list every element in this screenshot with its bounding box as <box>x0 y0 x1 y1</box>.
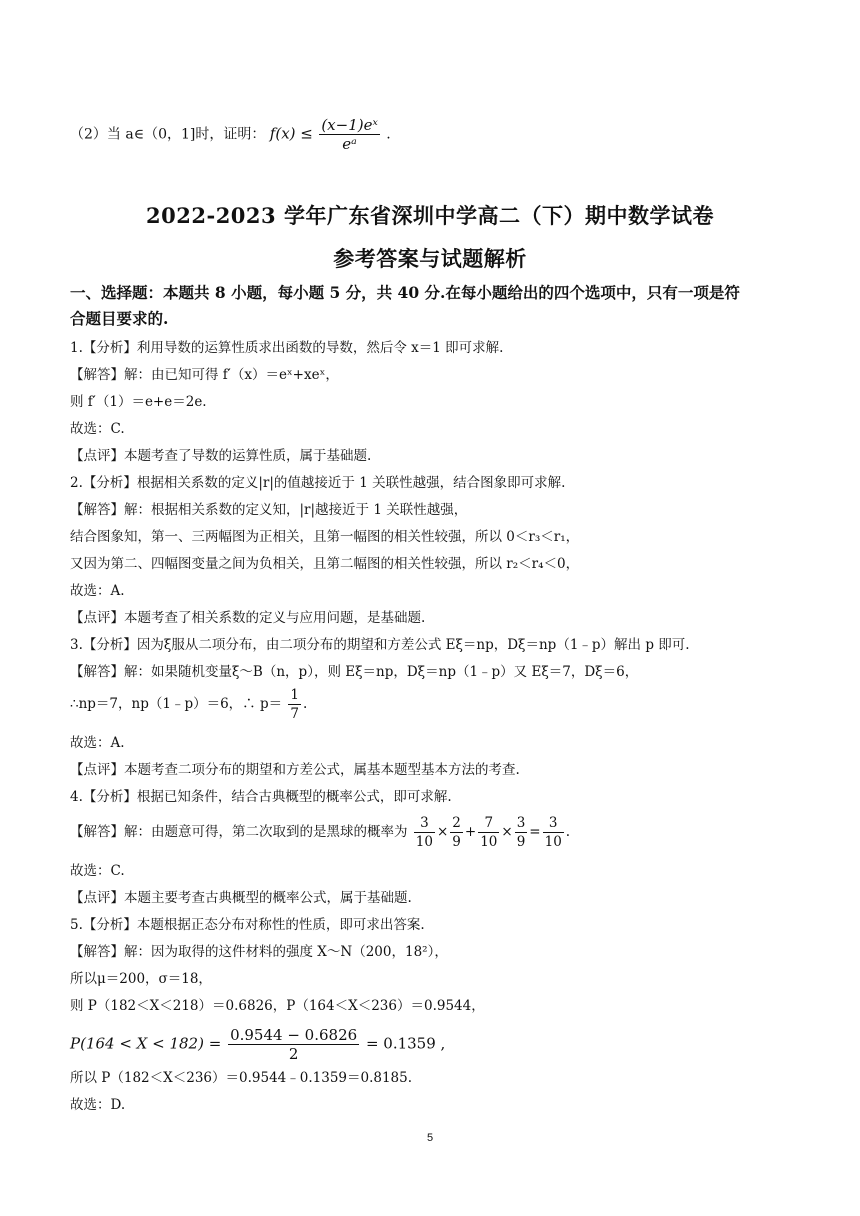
q4-frac-1-den: 10 <box>415 834 433 850</box>
q2-answer: 【解答】解：根据相关系数的定义知，|r|越接近于 1 关联性越强， <box>70 502 468 518</box>
q4-frac-1 <box>414 814 435 851</box>
q4-frac-4-den: 9 <box>516 834 526 850</box>
part2-denominator: eᵃ <box>342 135 357 153</box>
q4-frac-1-num: 3 <box>414 814 435 833</box>
q4-choice: 故选：C. <box>70 863 125 879</box>
part2-lhs: f(x) ≤ <box>269 124 313 143</box>
q4-frac-5-num: 3 <box>543 814 564 833</box>
q5-eq-rhs: = 0.1359 , <box>365 1034 446 1053</box>
q1-choice: 故选：C. <box>70 421 125 437</box>
q4-frac-2 <box>450 814 463 851</box>
q4-frac-4 <box>515 814 528 851</box>
q4-frac-3-num: 7 <box>478 814 499 833</box>
q5-eq-lhs: P(164 < X < 182) = <box>70 1034 222 1053</box>
part2-prefix: （2）当 a∈（0，1]时，证明： <box>70 126 266 143</box>
q1-analysis: 1.【分析】利用导数的运算性质求出函数的导数，然后令 x＝1 即可求解. <box>70 340 504 356</box>
q5-step3: 所以 P（182＜X＜236）＝0.9544﹣0.1359＝0.8185. <box>70 1070 413 1086</box>
q4-frac-3-den: 10 <box>480 834 498 850</box>
q5-analysis: 5.【分析】本题根据正态分布对称性的性质，即可求出答案. <box>70 917 425 933</box>
q4-comment: 【点评】本题主要考查古典概型的概率公式，属于基础题. <box>70 890 412 906</box>
q3-period: . <box>303 696 308 712</box>
part2-fraction <box>319 116 379 153</box>
page-number: 5 <box>426 1132 434 1144</box>
q2-choice: 故选：A. <box>70 583 125 599</box>
part2-numerator: (x−1)eˣ <box>321 116 378 134</box>
q3-fraction-den: 7 <box>290 706 299 722</box>
q3-comment: 【点评】本题考查二项分布的期望和方差公式，属基本题型基本方法的考查. <box>70 762 520 778</box>
q4-answer: 【解答】解：由题意可得，第二次取到的是黑球的概率为 $\frac{3}{10}$ × $\frac{2}{9}$ + $\frac{7}{10}$ × $\frac{3}{9}$ = $\frac{3}{10}$ . <box>70 815 571 850</box>
page-title: 2022-2023 学年广东省深圳中学高二（下）期中数学试卷 <box>146 203 714 228</box>
problem-22-part-2 <box>70 116 800 153</box>
q5-eq-fraction <box>228 1026 359 1063</box>
q3-step-text: ∴np＝7，np（1﹣p）＝6，∴ p＝ <box>70 696 283 712</box>
q2-step2: 又因为第二、四幅图变量之间为负相关，且第二幅图的相关性较强，所以 r₂＜r₄＜0， <box>70 556 580 572</box>
q3-analysis: 3.【分析】因为ξ服从二项分布，由二项分布的期望和方差公式 Eξ＝np，Dξ＝np（1﹣p）解出 p 即可. <box>70 637 690 653</box>
part2-suffix: . <box>386 126 391 143</box>
q4-frac-4-num: 3 <box>516 815 526 831</box>
q5-step1: 所以μ＝200，σ＝18， <box>70 971 212 987</box>
q5-step2: 则 P（182＜X＜218）＝0.6826，P（164＜X＜236）＝0.9544， <box>70 998 485 1014</box>
q2-analysis: 2.【分析】根据相关系数的定义|r|的值越接近于 1 关联性越强，结合图象即可求解. <box>70 475 566 491</box>
q5-eq-num: 0.9544 − 0.6826 <box>230 1026 358 1044</box>
page-subtitle: 参考答案与试题解析 <box>333 246 527 271</box>
q3-fraction-num: 1 <box>290 687 299 703</box>
q1-comment: 【点评】本题考查了导数的运算性质，属于基础题. <box>70 448 372 464</box>
q3-answer: 【解答】解：如果随机变量ξ～B（n，p），则 Eξ＝np，Dξ＝np（1﹣p）又 Eξ＝7，Dξ＝6， <box>70 664 639 680</box>
q4-analysis: 4.【分析】根据已知条件，结合古典概型的概率公式，即可求解. <box>70 789 452 805</box>
q5-answer: 【解答】解：因为取得的这件材料的强度 X～N（200，18²）， <box>70 944 448 960</box>
q3-step <box>70 686 800 723</box>
q5-equation <box>70 1026 800 1063</box>
q4-frac-5-den: 10 <box>544 834 562 850</box>
q1-answer: 【解答】解：由已知可得 f′（x）＝eˣ+xeˣ， <box>70 367 339 383</box>
q4-frac-5 <box>543 814 564 851</box>
section-heading-line2: 合题目要求的. <box>70 309 169 328</box>
q5-eq-den: 2 <box>288 1045 299 1063</box>
q2-comment: 【点评】本题考查了相关系数的定义与应用问题，是基础题. <box>70 610 426 626</box>
q3-choice: 故选：A. <box>70 735 125 751</box>
q4-frac-2-den: 9 <box>452 834 461 850</box>
q5-choice: 故选：D. <box>70 1097 126 1113</box>
q1-step: 则 f′（1）＝e+e＝2e. <box>70 394 207 410</box>
q4-answer-text: 【解答】解：由题意可得，第二次取到的是黑球的概率为 <box>70 824 408 840</box>
q4-frac-2-num: 2 <box>452 815 461 831</box>
q4-frac-3 <box>478 814 499 851</box>
q3-fraction <box>288 686 301 723</box>
section-heading-line1: 一、选择题：本题共 8 小题，每小题 5 分，共 40 分.在每小题给出的四个选项中，只有一项是符 <box>70 283 740 302</box>
q2-step1: 结合图象知，第一、三两幅图为正相关，且第一幅图的相关性较强，所以 0＜r₃＜r₁， <box>70 529 580 545</box>
